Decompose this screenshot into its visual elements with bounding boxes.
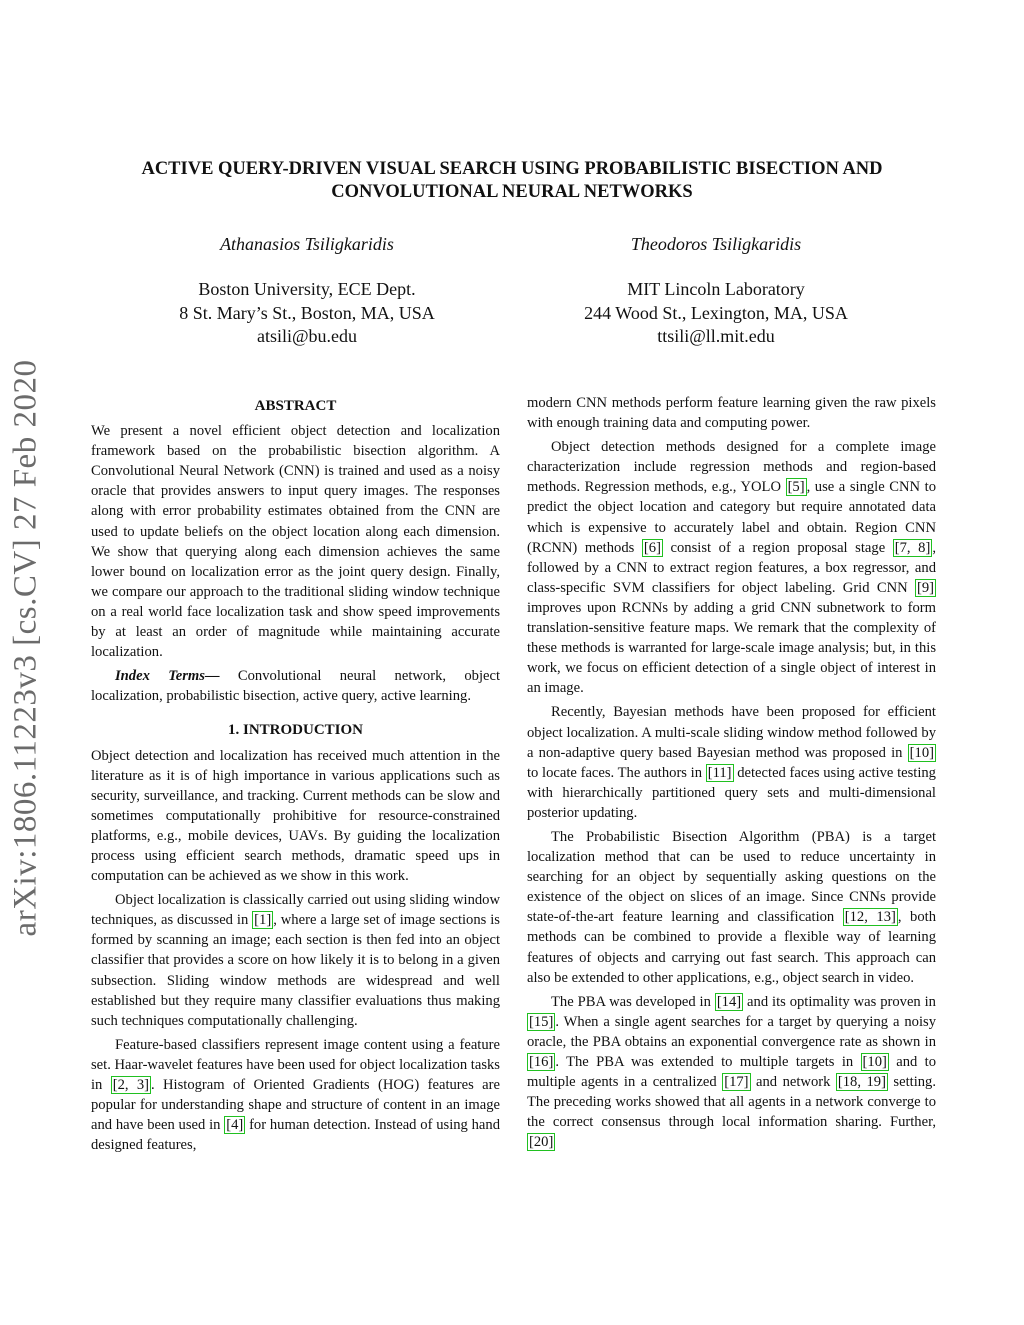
intro-paragraph-3: Feature-based classifiers represent image content using a feature set. Haar-wavelet features have been used for object localization tasks in [2, 3] . Histogram of Oriented Gradients (HOG) features are popular for understanding shape and structure of content in an image and have been used in [4] for human detection. Instead of using hand designed features, bbox=[91, 1036, 501, 1154]
citation-link[interactable]: [9] bbox=[916, 579, 934, 596]
right-column bbox=[527, 393, 936, 1156]
author-affiliation: Boston University, ECE Dept. bbox=[198, 279, 416, 299]
right-paragraph-2: Recently, Bayesian methods have been proposed for efficient object localization. A multi-scale sliding window method followed by a non-adaptive query based Bayesian method was proposed in [10] to locate faces. The authors in [11] detected faces using active testing with hierarchically partitioned query sets and multi-dimensional posterior updating. bbox=[527, 704, 936, 821]
author-block-2 bbox=[526, 232, 906, 349]
author-name: Theodoros Tsiligkaridis bbox=[630, 234, 802, 254]
arxiv-identifier-stamp: arXiv:1806.11223v3 [cs.CV] 27 Feb 2020 bbox=[7, 359, 44, 937]
citation-link[interactable]: [7, 8] bbox=[894, 539, 931, 556]
paper-title bbox=[60, 158, 964, 204]
right-paragraph-0: modern CNN methods perform feature learning given the raw pixels with enough training data and computing power. bbox=[527, 395, 936, 432]
author-email: atsili@bu.edu bbox=[256, 326, 358, 346]
citation-link[interactable]: [10] bbox=[862, 1054, 887, 1070]
title-line-1: ACTIVE QUERY-DRIVEN VISUAL SEARCH USING PROBABILISTIC BISECTION AND bbox=[141, 159, 883, 179]
citation-link[interactable]: [18, 19] bbox=[837, 1074, 886, 1091]
citation-link[interactable]: [1] bbox=[254, 912, 272, 929]
citation-link[interactable]: [20] bbox=[529, 1134, 554, 1151]
intro-paragraph-2: Object localization is classically carried out using sliding window techniques, as discussed in [1] , where a large set of image sections is formed by scanning an image; each section is then fed into an object classifier that provides a score on how likely it is to belong in a given subsection. Sliding window methods are widespread and well established but they require many classifier evaluations thus making such techniques computationally challenging. bbox=[91, 892, 500, 1029]
index-terms-label: Index Terms— bbox=[115, 668, 220, 685]
right-paragraph-4: The PBA was developed in [14] and its optimality was proven in [15] . When a single agent searches for a target by querying a noisy oracle, the PBA obtains an exponential convergence rate as shown in [16] . The PBA was extended to multiple targets in [10] and to multiple agents in a centralized [17] and network [18, 19] setting. The preceding works showed that all agents in a network converge to the correct consensus through local information sharing. Further, [20] bbox=[527, 993, 936, 1151]
citation-link[interactable]: [17] bbox=[724, 1074, 749, 1091]
author-email: ttsili@ll.mit.edu bbox=[657, 326, 775, 346]
left-column bbox=[91, 393, 500, 1159]
citation-link[interactable]: [11] bbox=[707, 764, 732, 781]
citation-link[interactable]: [4] bbox=[226, 1117, 244, 1134]
title-line-2: CONVOLUTIONAL NEURAL NETWORKS bbox=[331, 182, 693, 202]
introduction-heading: 1. INTRODUCTION bbox=[227, 722, 363, 739]
citation-link[interactable]: [2, 3] bbox=[112, 1077, 150, 1093]
author-name: Athanasios Tsiligkaridis bbox=[220, 234, 394, 254]
abstract-text: We present a novel efficient object detection and localization framework based on the probabilistic bisection algorithm. A Convolutional Neural Network (CNN) is trained and used as a noisy oracle that provides answers to input query images. The responses along with error probability estimates obtained from the CNN are used to update beliefs on the object location along each dimension. We show that querying along each dimension achieves the same lower bound on localization error as the joint query design. Finally, we compare our approach to the traditional sliding window technique on a real world face localization task and show speed improvements by at least an order of magnitude while maintaining accurate localization. bbox=[91, 423, 500, 661]
abstract-heading: ABSTRACT bbox=[254, 398, 337, 414]
index-terms-text: Convolutional neural network, object localization, probabilistic bisection, active query, active learning. bbox=[91, 668, 501, 705]
author-address: 244 Wood St., Lexington, MA, USA bbox=[584, 302, 848, 323]
author-affiliation: MIT Lincoln Laboratory bbox=[627, 279, 805, 299]
citation-link[interactable]: [12, 13] bbox=[844, 909, 896, 926]
citation-link[interactable]: [16] bbox=[529, 1054, 554, 1070]
author-block-1 bbox=[117, 232, 497, 349]
citation-link[interactable]: [5] bbox=[787, 479, 805, 496]
citation-link[interactable]: [15] bbox=[529, 1013, 554, 1030]
right-paragraph-1: Object detection methods designed for a complete image characterization include regression methods and region-based methods. Regression methods, e.g., YOLO [5] , use a single CNN to predict the object location and category but require annotated data which is expensive to accurately label and obtain. Region CNN (RCNN) methods [6] consist of a region proposal stage [7, 8] , followed by a CNN to extract region features, a box regressor, and class-specific SVM classifiers for object labeling. Grid CNN [9] improves upon RCNNs by adding a grid CNN subnetwork to form translation-sensitive feature maps. We remark that the complexity of these methods is warranted for large-scale image analysis; but, in this work, we focus on efficient detection of a single object of interest in an image. bbox=[527, 439, 936, 697]
citation-link[interactable]: [14] bbox=[716, 993, 742, 1010]
index-terms bbox=[91, 666, 500, 706]
right-paragraph-3: The Probabilistic Bisection Algorithm (PBA) is a target localization method that can be used to reduce uncertainty in searching for an object by sequentially asking questions on the existence of the object on slices of an image. Since CNNs provide state-of-the-art feature learning and classification [12, 13] , both methods can be combined to provide a flexible way of learning features of objects and carrying out fast search. This approach can also be extended to other applications, e.g., object search in video. bbox=[527, 828, 936, 986]
author-address: 8 St. Mary’s St., Boston, MA, USA bbox=[179, 302, 435, 323]
citation-link[interactable]: [6] bbox=[643, 539, 661, 556]
intro-paragraph-1: Object detection and localization has received much attention in the literature as it is of high importance in various applications such as security, surveillance, and tracking. Current methods can be slow and sometimes computationally prohibitive for resource-constrained platforms, e.g., mobile devices, UAVs. By guiding the localization process using efficient search methods, dramatic speed ups in computation can be achieved as we show in this work. bbox=[91, 747, 500, 885]
citation-link[interactable]: [10] bbox=[909, 744, 934, 761]
